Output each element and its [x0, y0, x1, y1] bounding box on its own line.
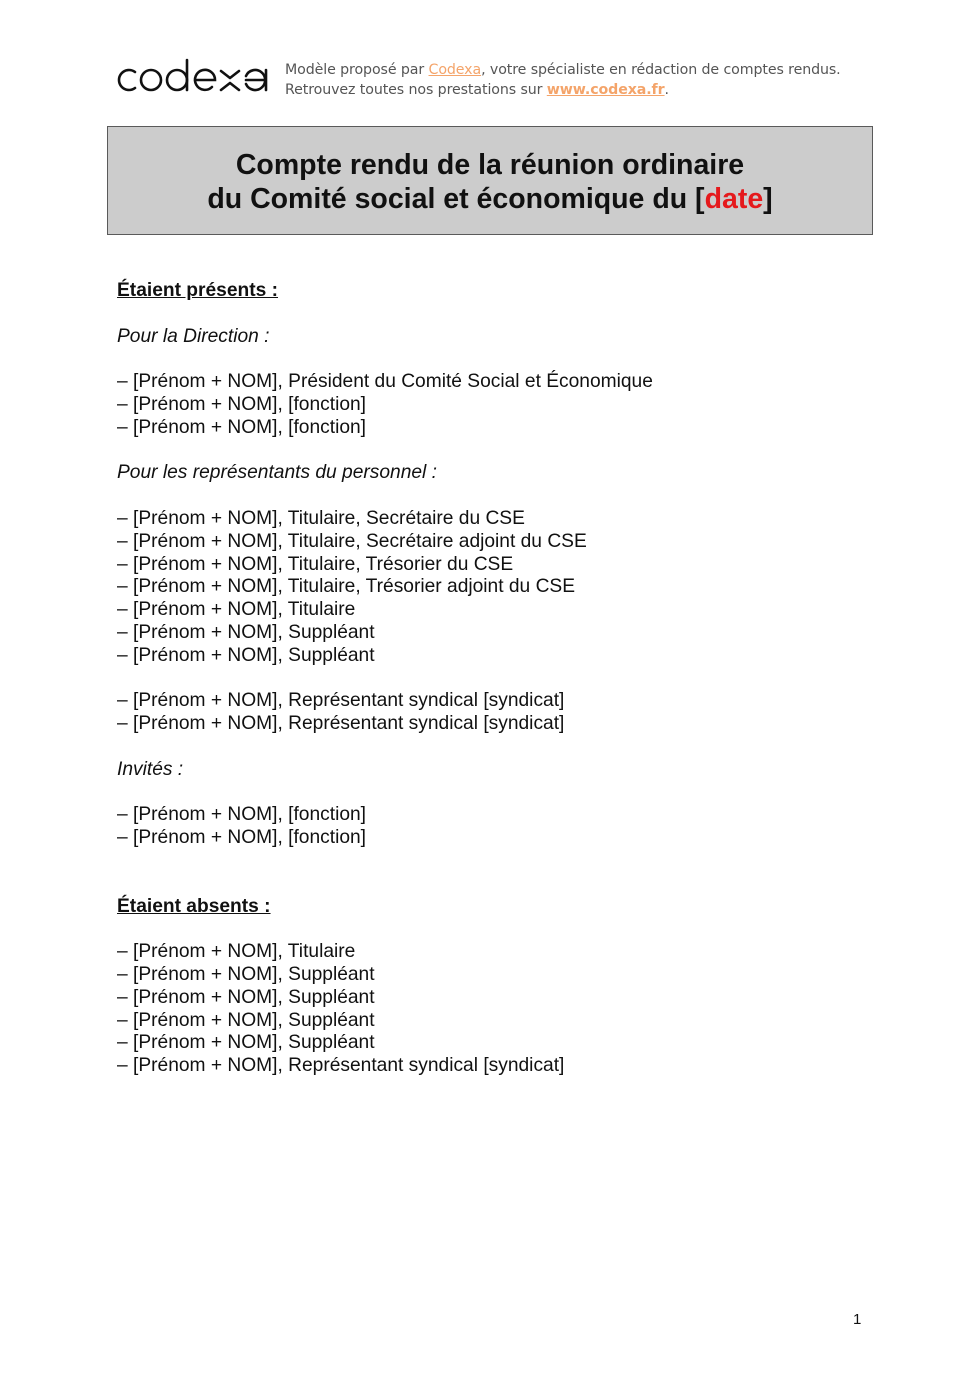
- list-item: – [Prénom + NOM], Titulaire: [117, 941, 356, 963]
- union-representatives-list: [117, 690, 877, 736]
- list-item: – [Prénom + NOM], Suppléant: [117, 1009, 375, 1031]
- list-item: – [Prénom + NOM], Représentant syndical [syndicat]: [117, 690, 565, 712]
- title-line-1: Compte rendu de la réunion ordinaire: [235, 149, 745, 181]
- intro-suffix: .: [664, 82, 669, 98]
- list-item: – [Prénom + NOM], [fonction]: [117, 416, 367, 438]
- list-item: – [Prénom + NOM], Représentant syndical [syndicat]: [117, 1055, 565, 1077]
- intro-middle: , votre spécialiste en rédaction de comptes rendus. Retrouvez toutes nos prestations sur: [285, 62, 841, 98]
- list-item: – [Prénom + NOM], Titulaire, Secrétaire adjoint du CSE: [117, 530, 587, 552]
- page-number: 1: [853, 1311, 862, 1328]
- staff-representatives-list: [117, 508, 877, 668]
- document-body: [117, 280, 877, 1078]
- codexa-website-link[interactable]: www.codexa.fr: [546, 82, 665, 98]
- codexa-logo-mark: [115, 56, 271, 100]
- list-item: – [Prénom + NOM], Titulaire: [117, 599, 356, 621]
- date-placeholder: date: [704, 183, 764, 215]
- list-item: – [Prénom + NOM], Suppléant: [117, 1032, 375, 1054]
- direction-list: [117, 371, 877, 439]
- list-item: – [Prénom + NOM], Suppléant: [117, 963, 375, 985]
- intro-prefix: Modèle proposé par: [285, 62, 429, 78]
- codexa-brand-link[interactable]: Codexa: [428, 62, 482, 78]
- list-item: – [Prénom + NOM], Titulaire, Trésorier adjoint du CSE: [117, 576, 576, 598]
- title-line-2-suffix: ]: [763, 183, 773, 215]
- list-item: – [Prénom + NOM], [fonction]: [117, 393, 367, 415]
- codexa-logo: [115, 56, 271, 100]
- guests-label: Invités :: [117, 758, 184, 780]
- title-box: [107, 126, 873, 235]
- direction-label: Pour la Direction :: [117, 325, 270, 347]
- list-item: – [Prénom + NOM], Titulaire, Secrétaire du CSE: [117, 507, 525, 529]
- list-item: – [Prénom + NOM], Suppléant: [117, 986, 375, 1008]
- list-item: – [Prénom + NOM], Suppléant: [117, 644, 375, 666]
- title-line-2-prefix: du Comité social et économique du [: [207, 183, 705, 215]
- list-item: – [Prénom + NOM], [fonction]: [117, 827, 367, 849]
- list-item: – [Prénom + NOM], Titulaire, Trésorier du CSE: [117, 553, 514, 575]
- absent-list: [117, 941, 877, 1078]
- guests-list: [117, 804, 877, 850]
- staff-representatives-label: Pour les représentants du personnel :: [117, 462, 437, 484]
- list-item: – [Prénom + NOM], Suppléant: [117, 621, 375, 643]
- document-header: [115, 56, 841, 106]
- title-line-2: [108, 182, 872, 216]
- absent-heading: Étaient absents :: [117, 895, 271, 917]
- header-intro-text: [285, 60, 845, 100]
- list-item: – [Prénom + NOM], [fonction]: [117, 804, 367, 826]
- list-item: – [Prénom + NOM], Représentant syndical [syndicat]: [117, 713, 565, 735]
- list-item: – [Prénom + NOM], Président du Comité Social et Économique: [117, 371, 653, 393]
- present-heading: Étaient présents :: [117, 280, 279, 301]
